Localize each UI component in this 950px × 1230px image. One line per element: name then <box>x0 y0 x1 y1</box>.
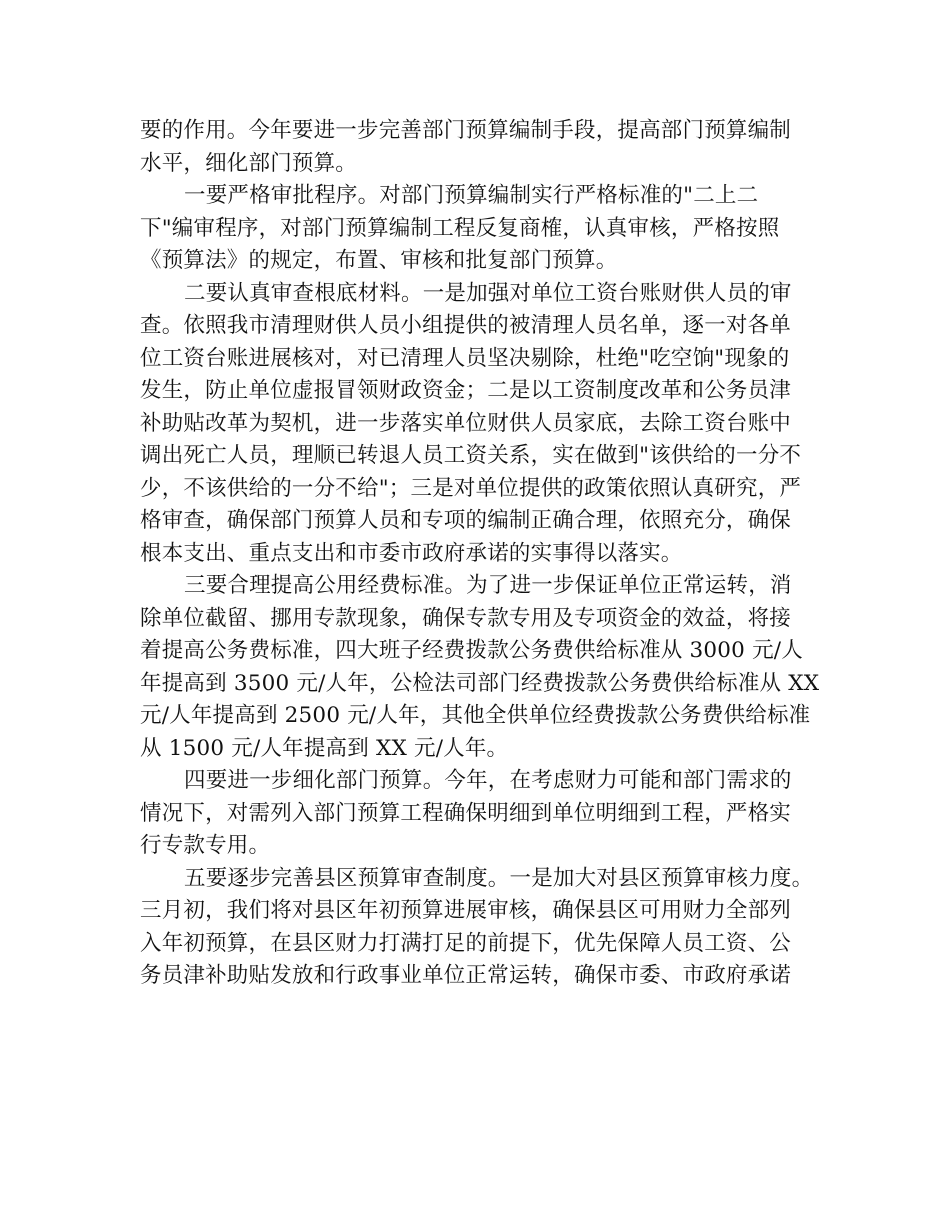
text-line: 入年初预算，在县区财力打满打足的前提下，优先保障人员工资、公 <box>140 930 792 956</box>
text-line: 五要逐步完善县区预算审查制度。一是加大对县区预算审核力度。 <box>184 865 814 891</box>
text-line: 位工资台账进展核对，对已清理人员坚决剔除，杜绝"吃空饷"现象的 <box>140 345 790 371</box>
text-line: 格审查，确保部门预算人员和专项的编制正确合理，依照充分，确保 <box>140 508 792 533</box>
text-line: 发生，防止单位虚报冒领财政资金；二是以工资制度改革和公务员津 <box>140 378 792 403</box>
text-line: 调出死亡人员，理顺已转退人员工资关系，实在做到"该供给的一分不 <box>140 443 802 468</box>
text-line: 四要进一步细化部门预算。今年，在考虑财力可能和部门需求的 <box>184 768 792 793</box>
text-line: 根本支出、重点支出和市委市政府承诺的实事得以落实。 <box>140 540 683 566</box>
document-body <box>140 115 830 993</box>
text-line: 务员津补助贴发放和行政事业单位正常运转，确保市委、市政府承诺 <box>140 963 792 988</box>
text-line: 除单位截留、挪用专款现象，确保专款专用及专项资金的效益，将接 <box>140 605 792 631</box>
text-line: 着提高公务费标准，四大班子经费拨款公务费供给标准从 3000 元/人 <box>140 638 803 663</box>
text-line: 查。依照我市清理财供人员小组提供的被清理人员名单，逐一对各单 <box>140 313 792 338</box>
text-line: 一要严格审批程序。对部门预算编制实行严格标准的"二上二 <box>184 183 759 208</box>
text-line: 从 1500 元/人年提高到 XX 元/人年。 <box>140 735 509 761</box>
text-line: 二要认真审查根底材料。一是加强对单位工资台账财供人员的审 <box>184 280 792 306</box>
text-line: 要的作用。今年要进一步完善部门预算编制手段，提高部门预算编制 <box>140 118 792 143</box>
text-line: 元/人年提高到 2500 元/人年，其他全供单位经费拨款公务费供给标准 <box>140 703 811 728</box>
text-line: 情况下，对需列入部门预算工程确保明细到单位明细到工程，严格实 <box>140 800 792 826</box>
text-line: 《预算法》的规定，布置、审核和批复部门预算。 <box>140 248 618 273</box>
text-line: 三要合理提高公用经费标准。为了进一步保证单位正常运转，消 <box>184 573 792 598</box>
text-line: 少，不该供给的一分不给"；三是对单位提供的政策依照认真研究，严 <box>140 475 802 501</box>
text-line: 行专款专用。 <box>140 833 271 858</box>
text-line: 补助贴改革为契机，进一步落实单位财供人员家底，去除工资台账中 <box>140 410 792 436</box>
text-line: 下"编审程序，对部门预算编制工程反复商榷，认真审核，严格按照 <box>140 215 780 241</box>
text-line: 年提高到 3500 元/人年，公检法司部门经费拨款公务费供给标准从 XX <box>140 670 820 696</box>
text-line: 水平，细化部门预算。 <box>140 150 358 176</box>
text-line: 三月初，我们将对县区年初预算进展审核，确保县区可用财力全部列 <box>140 898 792 923</box>
